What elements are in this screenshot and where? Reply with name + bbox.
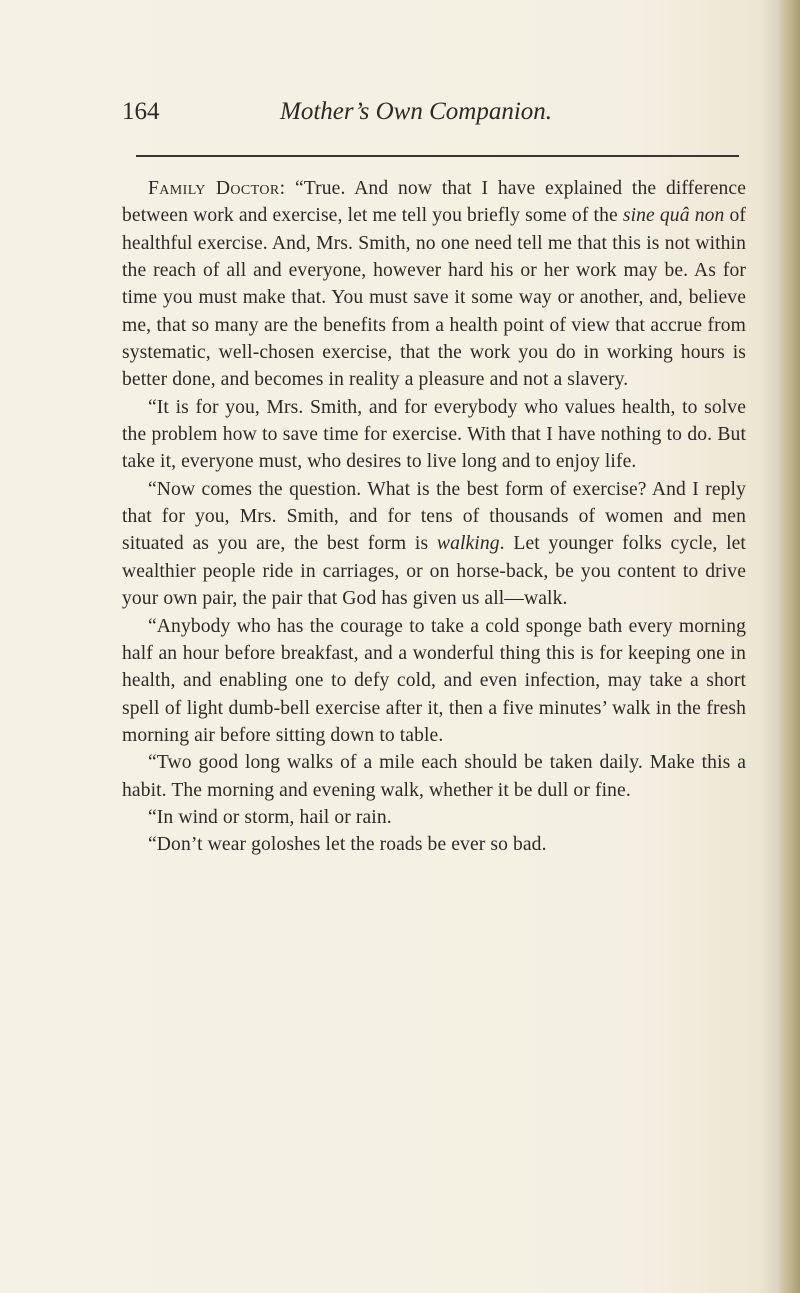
paragraph-3-text-a: “Now comes the question. What is the best form of exercise? And I reply that for you, Mrs. Smith, and for tens of thousands of women and men situated as you are, the best form is <box>122 478 746 555</box>
running-head <box>122 98 742 138</box>
speaker-label: Family Doctor <box>148 178 280 199</box>
header-rule <box>136 155 739 157</box>
page-edge-shadow <box>778 0 800 1293</box>
paragraph-3 <box>122 476 746 613</box>
paragraph-7: “Don’t wear goloshes let the roads be ever so bad. <box>148 834 547 856</box>
paragraph-1-text-a: : “True. And now that I have explained the difference between work and exercise, let me tell you briefly some of the <box>122 178 746 227</box>
paragraph-2: “It is for you, Mrs. Smith, and for everybody who values health, to solve the problem how to save time for exercise. With that I have nothing to do. But take it, everyone must, who desires to live long and to enjoy life. <box>122 396 746 473</box>
paragraph-6: “In wind or storm, hail or rain. <box>148 806 392 828</box>
paragraph-1-italic: sine quâ non <box>622 205 725 227</box>
paragraph-3-text-b: . Let younger folks cycle, let wealthier people ride in carriages, or on horse-back, be you content to drive your own pair, the pair that God has given us all—walk. <box>122 533 746 610</box>
paragraph-1-text-b: of healthful exercise. And, Mrs. Smith, no one need tell me that this is not within the reach of all and everyone, however hard his or her work may be. As for time you must make that. You must save it some way or another, and, believe me, that so many are the benefits from a health point of view that accrue from systematic, well-chosen exercise, that the work you do in working hours is better done, and becomes in reality a pleasure and not a slavery. <box>122 205 747 391</box>
paragraph-5: “Two good long walks of a mile each should be taken daily. Make this a habit. The morning and evening walk, whether it be dull or fine. <box>122 752 746 801</box>
page-number: 164 <box>122 98 160 125</box>
paragraph-4: “Anybody who has the courage to take a cold sponge bath every morning half an hour before breakfast, and a wonderful thing this is for keeping one in health, and enabling one to defy cold, and even infection, may take a short spell of light dumb-bell exercise after it, then a five minutes’ walk in the fresh morning air before sitting down to table. <box>122 615 746 746</box>
paragraph-3-italic: walking <box>436 533 500 555</box>
book-title: Mother’s Own Companion. <box>280 98 553 125</box>
body-text <box>122 175 746 859</box>
paragraph-1 <box>122 175 746 394</box>
